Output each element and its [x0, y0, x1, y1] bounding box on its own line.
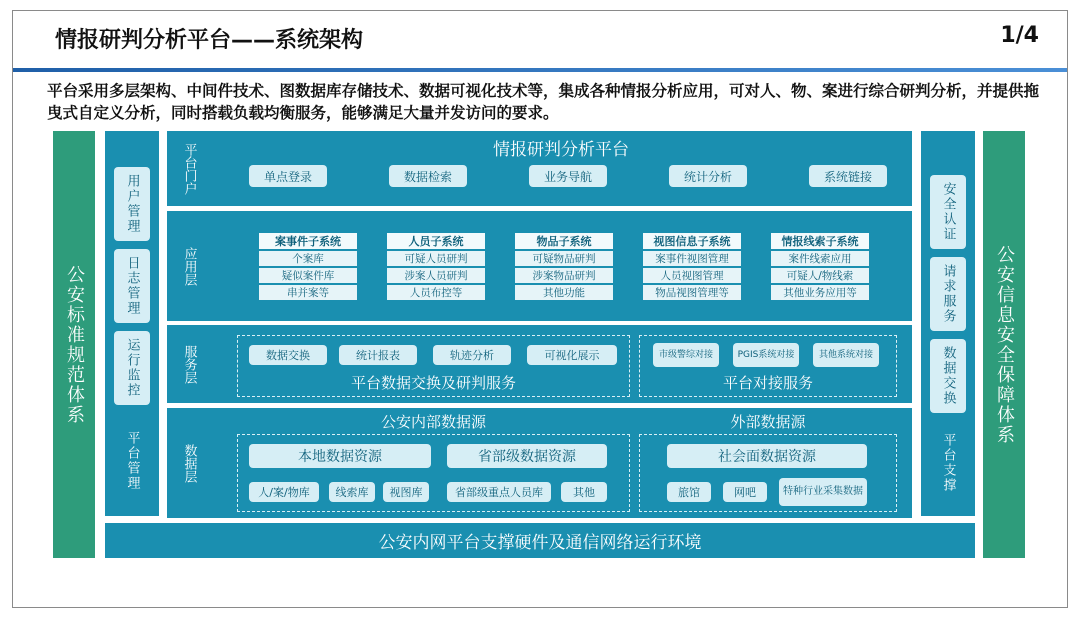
app-system-item: 案事件视图管理 — [643, 251, 741, 266]
service-left-title: 平台数据交换及研判服务 — [350, 373, 516, 392]
portal-item-sso: 单点登录 — [249, 165, 327, 187]
left-column — [105, 131, 159, 516]
data-item-clue: 线索库 — [329, 482, 375, 502]
left-item-log-mgmt: 日志管理 — [114, 249, 150, 323]
intro-text: 平台采用多层架构、中间件技术、图数据库存储技术、数据可视化技术等，集成各种情报分析应用，可对人、物、案进行综合研判分析，并提供拖曳式自定义分析，同时搭载负载均衡服务，能够满足大量并发访问的要求。 — [47, 82, 1040, 122]
service-item-visual: 可视化展示 — [527, 345, 617, 365]
app-system-item: 人员布控等 — [387, 285, 485, 300]
service-item-pgis: PGIS系统对接 — [733, 343, 799, 367]
service-item-exchange: 数据交换 — [249, 345, 327, 365]
service-label: 服务层 — [181, 344, 197, 384]
data-item-hotel: 旅馆 — [667, 482, 711, 502]
data-internal-title: 公安内部数据源 — [380, 412, 486, 431]
app-system-item: 涉案人员研判 — [387, 268, 485, 283]
app-system-item: 案件线索应用 — [771, 251, 869, 266]
service-item-track: 轨迹分析 — [433, 345, 511, 365]
service-item-other: 其他系统对接 — [813, 343, 879, 367]
data-item-netcafe: 网吧 — [723, 482, 767, 502]
right-column-footer: 平台支撑 — [940, 433, 956, 493]
portal-label: 平台门户 — [181, 142, 197, 195]
data-item-view: 视图库 — [383, 482, 429, 502]
right-column — [921, 131, 975, 516]
app-system-item: 串并案等 — [259, 285, 357, 300]
app-system-title: 人员子系统 — [387, 233, 485, 249]
app-system-item: 可疑人/物线索 — [771, 268, 869, 283]
left-column-footer: 平台管理 — [124, 431, 140, 491]
app-system-item: 个案库 — [259, 251, 357, 266]
app-system-item: 疑似案件库 — [259, 268, 357, 283]
data-provincial-resources: 省部级数据资源 — [447, 444, 607, 468]
app-label: 应用层 — [181, 246, 197, 286]
service-right-title: 平台对接服务 — [722, 373, 813, 392]
data-item-key-people: 省部级重点人员库 — [447, 482, 551, 502]
portal-title: 情报研判分析平台 — [493, 139, 629, 160]
page-number: 1/4 — [1000, 23, 1039, 48]
portal-item-stats: 统计分析 — [669, 165, 747, 187]
bottom-environment: 公安内网平台支撑硬件及通信网络运行环境 — [105, 523, 975, 558]
left-item-user-mgmt: 用户管理 — [114, 167, 150, 241]
data-item-people-case: 人/案/物库 — [249, 482, 319, 502]
right-item-exchange: 数据交换 — [930, 339, 966, 413]
portal-item-nav: 业务导航 — [529, 165, 607, 187]
app-system-item: 其他功能 — [515, 285, 613, 300]
data-item-special: 特种行业采集数据 — [779, 478, 867, 506]
data-social-resources: 社会面数据资源 — [667, 444, 867, 468]
app-system-title: 案事件子系统 — [259, 233, 357, 249]
slide — [12, 10, 1068, 608]
app-system-title: 物品子系统 — [515, 233, 613, 249]
data-layer — [167, 408, 912, 518]
app-system-item: 其他业务应用等 — [771, 285, 869, 300]
portal-item-search: 数据检索 — [389, 165, 467, 187]
app-layer — [167, 211, 912, 321]
service-item-report: 统计报表 — [339, 345, 417, 365]
left-outer-standards: 公安标准规范体系 — [53, 131, 95, 558]
title-rule — [13, 68, 1067, 72]
app-system-title: 视图信息子系统 — [643, 233, 741, 249]
app-system-item: 可疑人员研判 — [387, 251, 485, 266]
data-label: 数据层 — [181, 443, 197, 483]
data-item-other: 其他 — [561, 482, 607, 502]
right-item-request: 请求服务 — [930, 257, 966, 331]
page-title: 情报研判分析平台——系统架构 — [55, 28, 364, 53]
portal-layer — [167, 131, 912, 206]
data-external-title: 外部数据源 — [730, 412, 806, 431]
portal-item-links: 系统链接 — [809, 165, 887, 187]
left-item-monitor: 运行监控 — [114, 331, 150, 405]
app-system-item: 物品视图管理等 — [643, 285, 741, 300]
app-system-item: 涉案物品研判 — [515, 268, 613, 283]
app-system-item: 可疑物品研判 — [515, 251, 613, 266]
service-layer — [167, 325, 912, 403]
right-item-auth: 安全认证 — [930, 175, 966, 249]
data-local-resources: 本地数据资源 — [249, 444, 431, 468]
app-system-title: 情报线索子系统 — [771, 233, 869, 249]
app-system-item: 人员视图管理 — [643, 268, 741, 283]
service-item-city: 市级警综对接 — [653, 343, 719, 367]
right-outer-security: 公安信息安全保障体系 — [983, 131, 1025, 558]
